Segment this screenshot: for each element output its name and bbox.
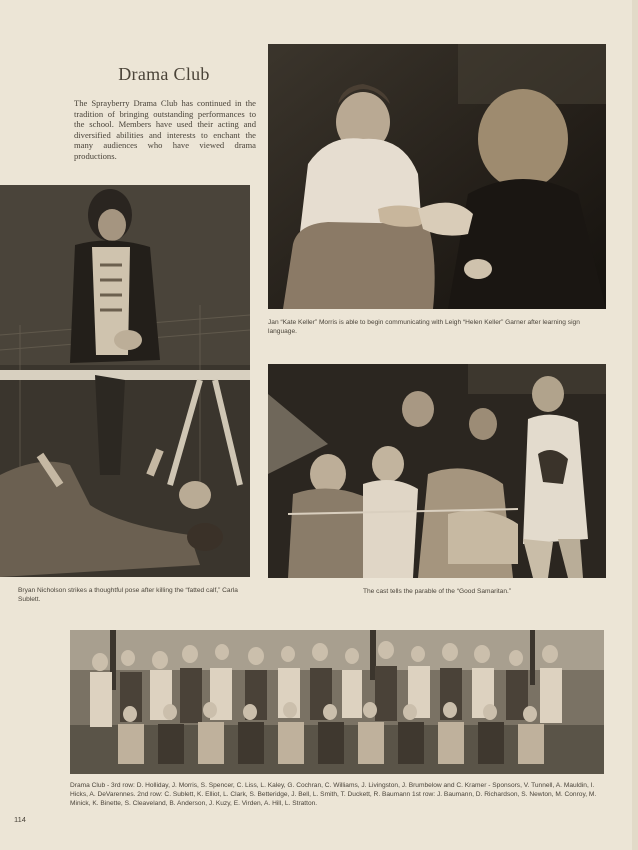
photo-good-samaritan-image xyxy=(268,364,606,578)
photo-good-samaritan xyxy=(268,364,606,578)
page-number: 114 xyxy=(14,815,26,824)
photo-group-image xyxy=(70,630,604,774)
page-title: Drama Club xyxy=(118,64,210,84)
photo-group xyxy=(70,630,604,774)
photo-sign-language xyxy=(268,44,606,309)
caption-fatted-calf: Bryan Nicholson strikes a thoughtful pose after killing the “fatted calf,” Carla Sublett. xyxy=(18,587,238,603)
page-edge xyxy=(632,0,638,850)
photo-sign-language-image xyxy=(268,44,606,309)
caption-group: Drama Club - 3rd row: D. Holliday, J. Morris, S. Spencer, C. Liss, L. Kaley, G. Cochran, C. Williams, J. Livingston, J. Brumbelow and C. Kramer - Sponsors, V. Tunnell, A. Mauldin, I. Hicks, A. DeVarennes. 2nd row: C. Sublett, K. Elliot, L. Clark, S. Betteridge, J. Bell, L. Smith, T. Duckett, R. Baumann 1st row: J. Baumann, D. Richardson, S. Newton, M. Conroy, M. Minick, K. Binette, S. Cleaveland, B. Anderson, J. Kuzy, E. Virden, A. Hill, L. Stratton. xyxy=(70,782,597,807)
intro-paragraph: The Sprayberry Drama Club has continued in the tradition of bringing outstanding performances to the school. Members have used their acting and diversified abilities and interests to enchant the many audiences who have viewed drama productions. xyxy=(74,98,256,161)
caption-good-samaritan: The cast tells the parable of the “Good Samaritan.” xyxy=(362,588,512,595)
photo-fatted-calf-image xyxy=(0,185,250,577)
photo-fatted-calf xyxy=(0,185,250,577)
caption-sign-language: Jan “Kate Keller” Morris is able to begin communicating with Leigh “Helen Keller” Garner after learning sign language. xyxy=(268,319,580,335)
